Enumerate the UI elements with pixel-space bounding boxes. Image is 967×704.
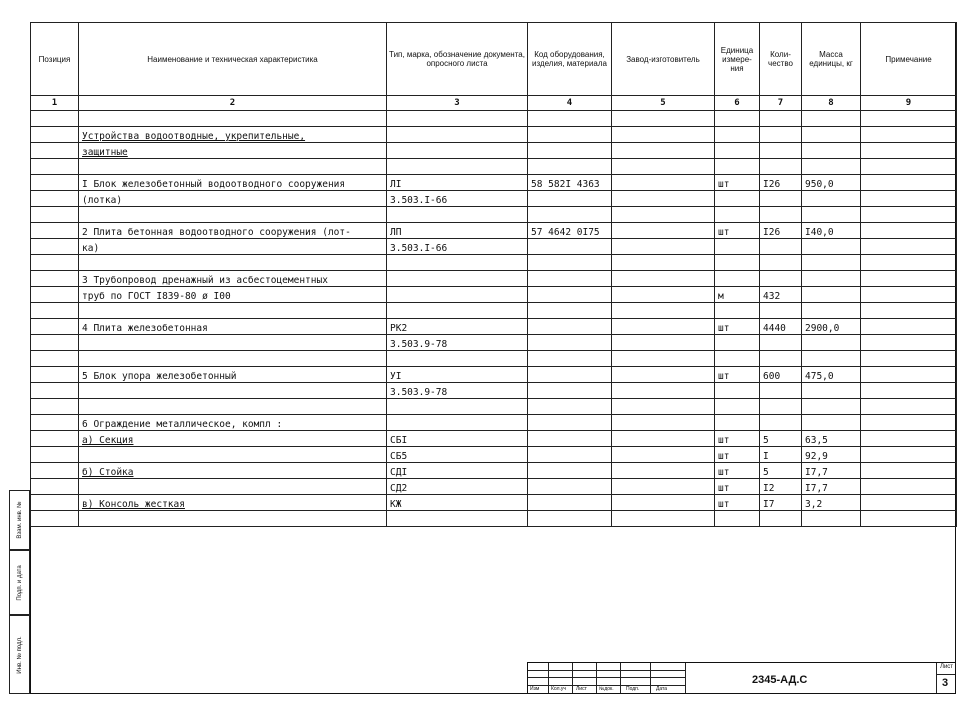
cell-unit bbox=[715, 111, 760, 127]
header-quantity: Коли-чество bbox=[760, 23, 802, 96]
cell-code bbox=[528, 111, 612, 127]
cell-code bbox=[528, 191, 612, 207]
side-stamp-signature bbox=[9, 550, 30, 615]
cell-maker bbox=[612, 383, 715, 399]
cell-quantity bbox=[760, 191, 802, 207]
cell-quantity bbox=[760, 303, 802, 319]
cell-type: 3.503.I-66 bbox=[387, 239, 528, 255]
cell-code bbox=[528, 335, 612, 351]
table-row bbox=[31, 351, 957, 367]
title-label: Дата bbox=[656, 686, 668, 692]
cell-position bbox=[31, 111, 79, 127]
cell-unit bbox=[715, 143, 760, 159]
cell-code bbox=[528, 431, 612, 447]
cell-maker bbox=[612, 303, 715, 319]
cell-name bbox=[79, 351, 387, 367]
cell-quantity bbox=[760, 415, 802, 431]
cell-note bbox=[861, 287, 957, 303]
cell-maker bbox=[612, 351, 715, 367]
side-label: Инв. № подл. bbox=[16, 635, 23, 674]
cell-code bbox=[528, 495, 612, 511]
cell-unit bbox=[715, 255, 760, 271]
cell-quantity bbox=[760, 159, 802, 175]
cell-mass: I7,7 bbox=[802, 463, 861, 479]
table-row bbox=[31, 159, 957, 175]
cell-position bbox=[31, 511, 79, 527]
title-label: Лист bbox=[576, 686, 587, 692]
cell-mass bbox=[802, 207, 861, 223]
cell-unit: м bbox=[715, 287, 760, 303]
cell-code: 57 4642 0I75 bbox=[528, 223, 612, 239]
cell-note bbox=[861, 143, 957, 159]
table-row bbox=[31, 255, 957, 271]
cell-note bbox=[861, 255, 957, 271]
cell-type: 3.503.9-78 bbox=[387, 335, 528, 351]
cell-note bbox=[861, 335, 957, 351]
cell-unit: шт bbox=[715, 431, 760, 447]
header-code: Код оборудования, изделия, материала bbox=[528, 23, 612, 96]
cell-mass bbox=[802, 415, 861, 431]
sheet-label: Лист bbox=[940, 664, 954, 670]
cell-code: 58 582I 4363 bbox=[528, 175, 612, 191]
cell-name: б) Стойка bbox=[79, 463, 387, 479]
sheet-number: 3 bbox=[942, 677, 949, 689]
cell-name bbox=[79, 255, 387, 271]
cell-code bbox=[528, 383, 612, 399]
table-row bbox=[31, 335, 957, 351]
cell-name: 2 Плита бетонная водоотводного сооружения (лот- bbox=[79, 223, 387, 239]
table-row bbox=[31, 399, 957, 415]
cell-maker bbox=[612, 511, 715, 527]
cell-name bbox=[79, 207, 387, 223]
cell-quantity: 5 bbox=[760, 463, 802, 479]
cell-type: 3.503.9-78 bbox=[387, 383, 528, 399]
side-label: Подп. и дата bbox=[16, 564, 23, 601]
cell-quantity bbox=[760, 383, 802, 399]
cell-maker bbox=[612, 239, 715, 255]
table-row bbox=[31, 447, 957, 463]
table-row bbox=[31, 223, 957, 239]
cell-position bbox=[31, 207, 79, 223]
cell-code bbox=[528, 479, 612, 495]
cell-type bbox=[387, 351, 528, 367]
cell-maker bbox=[612, 495, 715, 511]
cell-maker bbox=[612, 447, 715, 463]
cell-unit bbox=[715, 303, 760, 319]
cell-code bbox=[528, 415, 612, 431]
cell-type bbox=[387, 271, 528, 287]
document-number: 2345-АД.С bbox=[752, 674, 808, 686]
column-number: 2 bbox=[79, 96, 387, 111]
cell-note bbox=[861, 495, 957, 511]
cell-maker bbox=[612, 415, 715, 431]
cell-mass bbox=[802, 239, 861, 255]
cell-name bbox=[79, 511, 387, 527]
cell-note bbox=[861, 111, 957, 127]
cell-mass bbox=[802, 383, 861, 399]
cell-type bbox=[387, 415, 528, 431]
cell-mass bbox=[802, 127, 861, 143]
cell-quantity: 432 bbox=[760, 287, 802, 303]
cell-note bbox=[861, 351, 957, 367]
cell-maker bbox=[612, 191, 715, 207]
column-number: 1 bbox=[31, 96, 79, 111]
cell-maker bbox=[612, 479, 715, 495]
cell-position bbox=[31, 175, 79, 191]
cell-type: СДI bbox=[387, 463, 528, 479]
cell-name bbox=[79, 383, 387, 399]
cell-quantity: I7 bbox=[760, 495, 802, 511]
cell-code bbox=[528, 287, 612, 303]
cell-name: защитные bbox=[79, 143, 387, 159]
cell-name: Устройства водоотводные, укрепительные, bbox=[79, 127, 387, 143]
cell-name: труб по ГОСТ I839-80 ø I00 bbox=[79, 287, 387, 303]
cell-name bbox=[79, 335, 387, 351]
cell-code bbox=[528, 463, 612, 479]
header-row bbox=[31, 23, 957, 96]
cell-position bbox=[31, 447, 79, 463]
cell-quantity bbox=[760, 255, 802, 271]
cell-type: КЖ bbox=[387, 495, 528, 511]
cell-position bbox=[31, 399, 79, 415]
cell-mass bbox=[802, 143, 861, 159]
cell-position bbox=[31, 463, 79, 479]
cell-note bbox=[861, 383, 957, 399]
cell-note bbox=[861, 511, 957, 527]
cell-note bbox=[861, 239, 957, 255]
table-row bbox=[31, 431, 957, 447]
cell-type bbox=[387, 143, 528, 159]
cell-name bbox=[79, 159, 387, 175]
cell-quantity: I bbox=[760, 447, 802, 463]
cell-quantity bbox=[760, 127, 802, 143]
cell-maker bbox=[612, 175, 715, 191]
cell-quantity: I26 bbox=[760, 223, 802, 239]
cell-maker bbox=[612, 255, 715, 271]
cell-mass: 63,5 bbox=[802, 431, 861, 447]
side-stamp-replacement bbox=[9, 490, 30, 550]
table-row bbox=[31, 287, 957, 303]
cell-position bbox=[31, 303, 79, 319]
cell-note bbox=[861, 271, 957, 287]
cell-maker bbox=[612, 367, 715, 383]
cell-position bbox=[31, 287, 79, 303]
cell-unit: шт bbox=[715, 319, 760, 335]
cell-note bbox=[861, 223, 957, 239]
cell-note bbox=[861, 191, 957, 207]
cell-position bbox=[31, 319, 79, 335]
cell-mass: 950,0 bbox=[802, 175, 861, 191]
cell-quantity bbox=[760, 239, 802, 255]
table-row bbox=[31, 127, 957, 143]
cell-code bbox=[528, 303, 612, 319]
cell-position bbox=[31, 335, 79, 351]
cell-position bbox=[31, 191, 79, 207]
cell-mass bbox=[802, 271, 861, 287]
cell-code bbox=[528, 239, 612, 255]
table-row bbox=[31, 207, 957, 223]
cell-unit: шт bbox=[715, 223, 760, 239]
cell-unit bbox=[715, 383, 760, 399]
cell-quantity bbox=[760, 399, 802, 415]
cell-name: 3 Трубопровод дренажный из асбестоцементных bbox=[79, 271, 387, 287]
cell-code bbox=[528, 319, 612, 335]
cell-code bbox=[528, 447, 612, 463]
cell-type bbox=[387, 159, 528, 175]
cell-position bbox=[31, 255, 79, 271]
cell-name: ка) bbox=[79, 239, 387, 255]
cell-unit bbox=[715, 191, 760, 207]
cell-note bbox=[861, 319, 957, 335]
cell-name: 5 Блок упора железобетонный bbox=[79, 367, 387, 383]
cell-unit bbox=[715, 239, 760, 255]
table-row bbox=[31, 383, 957, 399]
table-row bbox=[31, 479, 957, 495]
cell-quantity bbox=[760, 511, 802, 527]
header-position: Позиция bbox=[31, 23, 79, 96]
cell-unit bbox=[715, 159, 760, 175]
cell-type: СБ5 bbox=[387, 447, 528, 463]
column-number: 9 bbox=[861, 96, 957, 111]
column-number: 6 bbox=[715, 96, 760, 111]
cell-type bbox=[387, 255, 528, 271]
cell-name: (лотка) bbox=[79, 191, 387, 207]
table-row bbox=[31, 415, 957, 431]
cell-code bbox=[528, 367, 612, 383]
table-row bbox=[31, 367, 957, 383]
cell-quantity bbox=[760, 207, 802, 223]
cell-name bbox=[79, 399, 387, 415]
cell-maker bbox=[612, 127, 715, 143]
cell-mass bbox=[802, 511, 861, 527]
cell-unit bbox=[715, 271, 760, 287]
cell-mass bbox=[802, 191, 861, 207]
cell-quantity bbox=[760, 271, 802, 287]
cell-type bbox=[387, 127, 528, 143]
title-label: Подп. bbox=[626, 686, 640, 692]
cell-unit bbox=[715, 399, 760, 415]
cell-type bbox=[387, 111, 528, 127]
cell-code bbox=[528, 207, 612, 223]
cell-note bbox=[861, 479, 957, 495]
cell-maker bbox=[612, 431, 715, 447]
cell-maker bbox=[612, 287, 715, 303]
cell-maker bbox=[612, 223, 715, 239]
cell-unit: шт bbox=[715, 175, 760, 191]
table-row bbox=[31, 175, 957, 191]
cell-mass bbox=[802, 255, 861, 271]
table-row bbox=[31, 191, 957, 207]
cell-quantity bbox=[760, 111, 802, 127]
column-number-row bbox=[31, 96, 957, 111]
cell-type bbox=[387, 287, 528, 303]
cell-code bbox=[528, 143, 612, 159]
cell-mass: I7,7 bbox=[802, 479, 861, 495]
cell-position bbox=[31, 431, 79, 447]
cell-mass bbox=[802, 287, 861, 303]
side-stamp-inventory bbox=[9, 615, 30, 694]
cell-mass bbox=[802, 351, 861, 367]
cell-note bbox=[861, 207, 957, 223]
cell-position bbox=[31, 127, 79, 143]
cell-quantity: 5 bbox=[760, 431, 802, 447]
cell-code bbox=[528, 511, 612, 527]
header-type: Тип, марка, обозначение документа, опросного листа bbox=[387, 23, 528, 96]
table-row bbox=[31, 239, 957, 255]
cell-position bbox=[31, 367, 79, 383]
column-number: 4 bbox=[528, 96, 612, 111]
cell-note bbox=[861, 159, 957, 175]
table-row bbox=[31, 271, 957, 287]
cell-type bbox=[387, 511, 528, 527]
title-label: Кол.уч bbox=[551, 686, 566, 692]
cell-maker bbox=[612, 319, 715, 335]
cell-unit: шт bbox=[715, 367, 760, 383]
side-label: Взам. инв. № bbox=[16, 501, 23, 539]
cell-position bbox=[31, 495, 79, 511]
cell-type bbox=[387, 399, 528, 415]
table-row bbox=[31, 143, 957, 159]
header-maker: Завод-изготовитель bbox=[612, 23, 715, 96]
cell-mass bbox=[802, 399, 861, 415]
title-block bbox=[527, 662, 956, 694]
cell-maker bbox=[612, 207, 715, 223]
cell-note bbox=[861, 415, 957, 431]
cell-code bbox=[528, 255, 612, 271]
cell-type: СБI bbox=[387, 431, 528, 447]
cell-code bbox=[528, 399, 612, 415]
cell-code bbox=[528, 159, 612, 175]
cell-quantity: I26 bbox=[760, 175, 802, 191]
cell-unit: шт bbox=[715, 463, 760, 479]
column-number: 3 bbox=[387, 96, 528, 111]
cell-note bbox=[861, 367, 957, 383]
cell-maker bbox=[612, 271, 715, 287]
column-number: 7 bbox=[760, 96, 802, 111]
cell-unit bbox=[715, 415, 760, 431]
cell-name: а) Секция bbox=[79, 431, 387, 447]
header-name: Наименование и техническая характеристика bbox=[79, 23, 387, 96]
cell-position bbox=[31, 479, 79, 495]
cell-note bbox=[861, 175, 957, 191]
column-number: 8 bbox=[802, 96, 861, 111]
specification-body bbox=[31, 111, 957, 527]
cell-position bbox=[31, 239, 79, 255]
table-row bbox=[31, 495, 957, 511]
cell-unit: шт bbox=[715, 479, 760, 495]
cell-type: 3.503.I-66 bbox=[387, 191, 528, 207]
cell-note bbox=[861, 127, 957, 143]
cell-quantity: 4440 bbox=[760, 319, 802, 335]
table-row bbox=[31, 111, 957, 127]
cell-unit bbox=[715, 207, 760, 223]
cell-maker bbox=[612, 399, 715, 415]
cell-position bbox=[31, 383, 79, 399]
table-row bbox=[31, 511, 957, 527]
table-row bbox=[31, 319, 957, 335]
cell-mass: 92,9 bbox=[802, 447, 861, 463]
cell-type: РК2 bbox=[387, 319, 528, 335]
cell-mass bbox=[802, 111, 861, 127]
cell-position bbox=[31, 159, 79, 175]
cell-note bbox=[861, 303, 957, 319]
cell-unit: шт bbox=[715, 447, 760, 463]
cell-maker bbox=[612, 335, 715, 351]
cell-mass bbox=[802, 303, 861, 319]
cell-type: СД2 bbox=[387, 479, 528, 495]
cell-name: I Блок железобетонный водоотводного сооружения bbox=[79, 175, 387, 191]
cell-mass: I40,0 bbox=[802, 223, 861, 239]
cell-quantity bbox=[760, 351, 802, 367]
cell-mass bbox=[802, 159, 861, 175]
cell-maker bbox=[612, 159, 715, 175]
cell-name: 4 Плита железобетонная bbox=[79, 319, 387, 335]
cell-unit bbox=[715, 127, 760, 143]
cell-position bbox=[31, 351, 79, 367]
table-row bbox=[31, 303, 957, 319]
cell-mass: 3,2 bbox=[802, 495, 861, 511]
cell-note bbox=[861, 447, 957, 463]
cell-maker bbox=[612, 463, 715, 479]
title-label: Изм bbox=[530, 686, 540, 692]
cell-quantity: I2 bbox=[760, 479, 802, 495]
column-number: 5 bbox=[612, 96, 715, 111]
cell-note bbox=[861, 399, 957, 415]
cell-type: УI bbox=[387, 367, 528, 383]
header-mass: Масса единицы, кг bbox=[802, 23, 861, 96]
cell-code bbox=[528, 271, 612, 287]
title-label: №док. bbox=[599, 686, 614, 692]
cell-position bbox=[31, 271, 79, 287]
cell-type: ЛП bbox=[387, 223, 528, 239]
cell-unit: шт bbox=[715, 495, 760, 511]
cell-name bbox=[79, 303, 387, 319]
cell-position bbox=[31, 143, 79, 159]
cell-maker bbox=[612, 111, 715, 127]
cell-note bbox=[861, 463, 957, 479]
cell-name bbox=[79, 447, 387, 463]
cell-mass: 475,0 bbox=[802, 367, 861, 383]
table-row bbox=[31, 463, 957, 479]
cell-type bbox=[387, 303, 528, 319]
cell-unit bbox=[715, 351, 760, 367]
cell-name: в) Консоль жесткая bbox=[79, 495, 387, 511]
cell-name bbox=[79, 479, 387, 495]
header-note: Примечание bbox=[861, 23, 957, 96]
cell-mass: 2900,0 bbox=[802, 319, 861, 335]
cell-code bbox=[528, 351, 612, 367]
cell-unit bbox=[715, 511, 760, 527]
cell-quantity: 600 bbox=[760, 367, 802, 383]
cell-unit bbox=[715, 335, 760, 351]
cell-note bbox=[861, 431, 957, 447]
cell-position bbox=[31, 415, 79, 431]
cell-maker bbox=[612, 143, 715, 159]
cell-code bbox=[528, 127, 612, 143]
cell-position bbox=[31, 223, 79, 239]
cell-name bbox=[79, 111, 387, 127]
header-unit: Единица измере-ния bbox=[715, 23, 760, 96]
cell-mass bbox=[802, 335, 861, 351]
cell-name: 6 Ограждение металлическое, компл : bbox=[79, 415, 387, 431]
cell-type: ЛI bbox=[387, 175, 528, 191]
cell-quantity bbox=[760, 335, 802, 351]
cell-type bbox=[387, 207, 528, 223]
specification-table bbox=[30, 22, 957, 527]
cell-quantity bbox=[760, 143, 802, 159]
